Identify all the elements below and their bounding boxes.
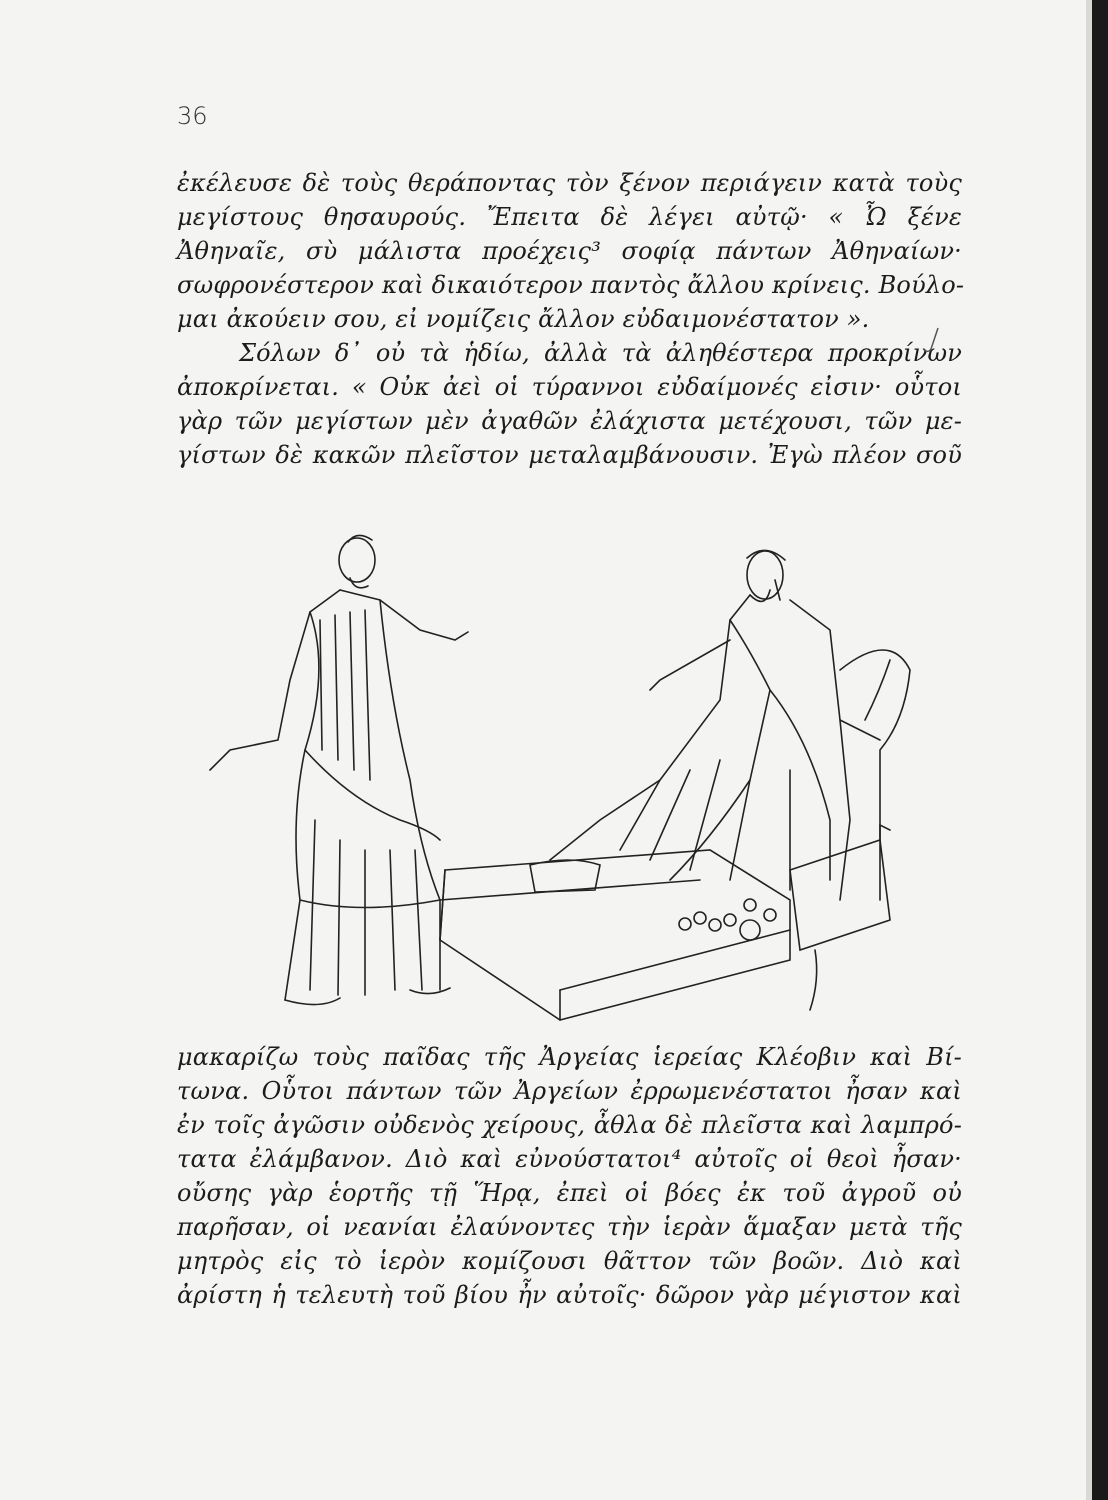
- text-line: σωφρονέστερον καὶ δικαιότερον παντὸς ἄλλου κρίνεις. Βούλο-: [177, 271, 965, 299]
- text-line: Ἀθηναῖε, σὺ μάλιστα προέχεις³ σοφίᾳ πάντων Ἀθηναίων·: [177, 237, 962, 265]
- text-line: ἀρίστη ἡ τελευτὴ τοῦ βίου ἦν αὐτοῖς· δῶρον γὰρ μέγιστον καὶ: [177, 1281, 962, 1309]
- text-line: γὰρ τῶν μεγίστων μὲν ἀγαθῶν ἐλάχιστα μετέχουσι, τῶν με-: [177, 407, 962, 435]
- steps-platform: [440, 850, 790, 1020]
- text-line: ἐν τοῖς ἀγῶσιν οὐδενὸς χείρους, ἆθλα δὲ πλεῖστα καὶ λαμπρό-: [177, 1111, 962, 1139]
- throne: [840, 650, 910, 900]
- text-line: μαι ἀκούειν σου, εἰ νομίζεις ἄλλον εὐδαιμονέστατον ».: [177, 305, 870, 333]
- text-block-bottom: [177, 1040, 962, 1312]
- text-line: τωνα. Οὗτοι πάντων τῶν Ἀργείων ἐρρωμενέστατοι ἦσαν καὶ: [177, 1077, 962, 1105]
- footstool: [530, 860, 600, 892]
- text-line: μητρὸς εἰς τὸ ἱερὸν κομίζουσι θᾶττον τῶν βοῶν. Διὸ καὶ: [177, 1247, 962, 1275]
- text-line: μεγίστους θησαυρούς. Ἔπειτα δὲ λέγει αὐτῷ· « Ὦ ξένε: [177, 203, 962, 231]
- text-line: ἀποκρίνεται. « Οὐκ ἀεὶ οἱ τύραννοι εὐδαίμονές εἰσιν· οὗτοι: [177, 373, 962, 401]
- text-line: οὔσης γὰρ ἑορτῆς τῇ Ἥρᾳ, ἐπεὶ οἱ βόες ἐκ τοῦ ἀγροῦ οὐ: [177, 1179, 962, 1207]
- text-line: παρῆσαν, οἱ νεανίαι ἐλαύνοντες τὴν ἱερὰν ἅμαξαν μετὰ τῆς: [177, 1213, 962, 1241]
- text-line: μακαρίζω τοὺς παῖδας τῆς Ἀργείας ἱερείας Κλέοβιν καὶ Βί-: [177, 1043, 962, 1071]
- treasure-chest: [679, 825, 890, 1010]
- illustration-solon-and-croesus: [190, 520, 920, 1030]
- text-line: Σόλων δ᾽ οὐ τὰ ἡδίω, ἀλλὰ τὰ ἀληθέστερα προκρίνων: [239, 339, 962, 367]
- text-line: τατα ἐλάμβανον. Διὸ καὶ εὐνούστατοι⁴ αὐτοῖς οἱ θεοὶ ἦσαν·: [177, 1145, 962, 1173]
- scan-edge: [1092, 0, 1108, 1500]
- standing-figure: [210, 535, 468, 1004]
- text-line: γίστων δὲ κακῶν πλεῖστον μεταλαμβάνουσιν. Ἐγὼ πλέον σοῦ: [177, 441, 962, 469]
- page-number: 36: [177, 102, 208, 130]
- seated-figure: [550, 550, 850, 900]
- text-block-top: [177, 166, 965, 472]
- text-line: ἐκέλευσε δὲ τοὺς θεράποντας τὸν ξένον περιάγειν κατὰ τοὺς: [177, 169, 962, 197]
- pen-check-mark: [922, 326, 942, 356]
